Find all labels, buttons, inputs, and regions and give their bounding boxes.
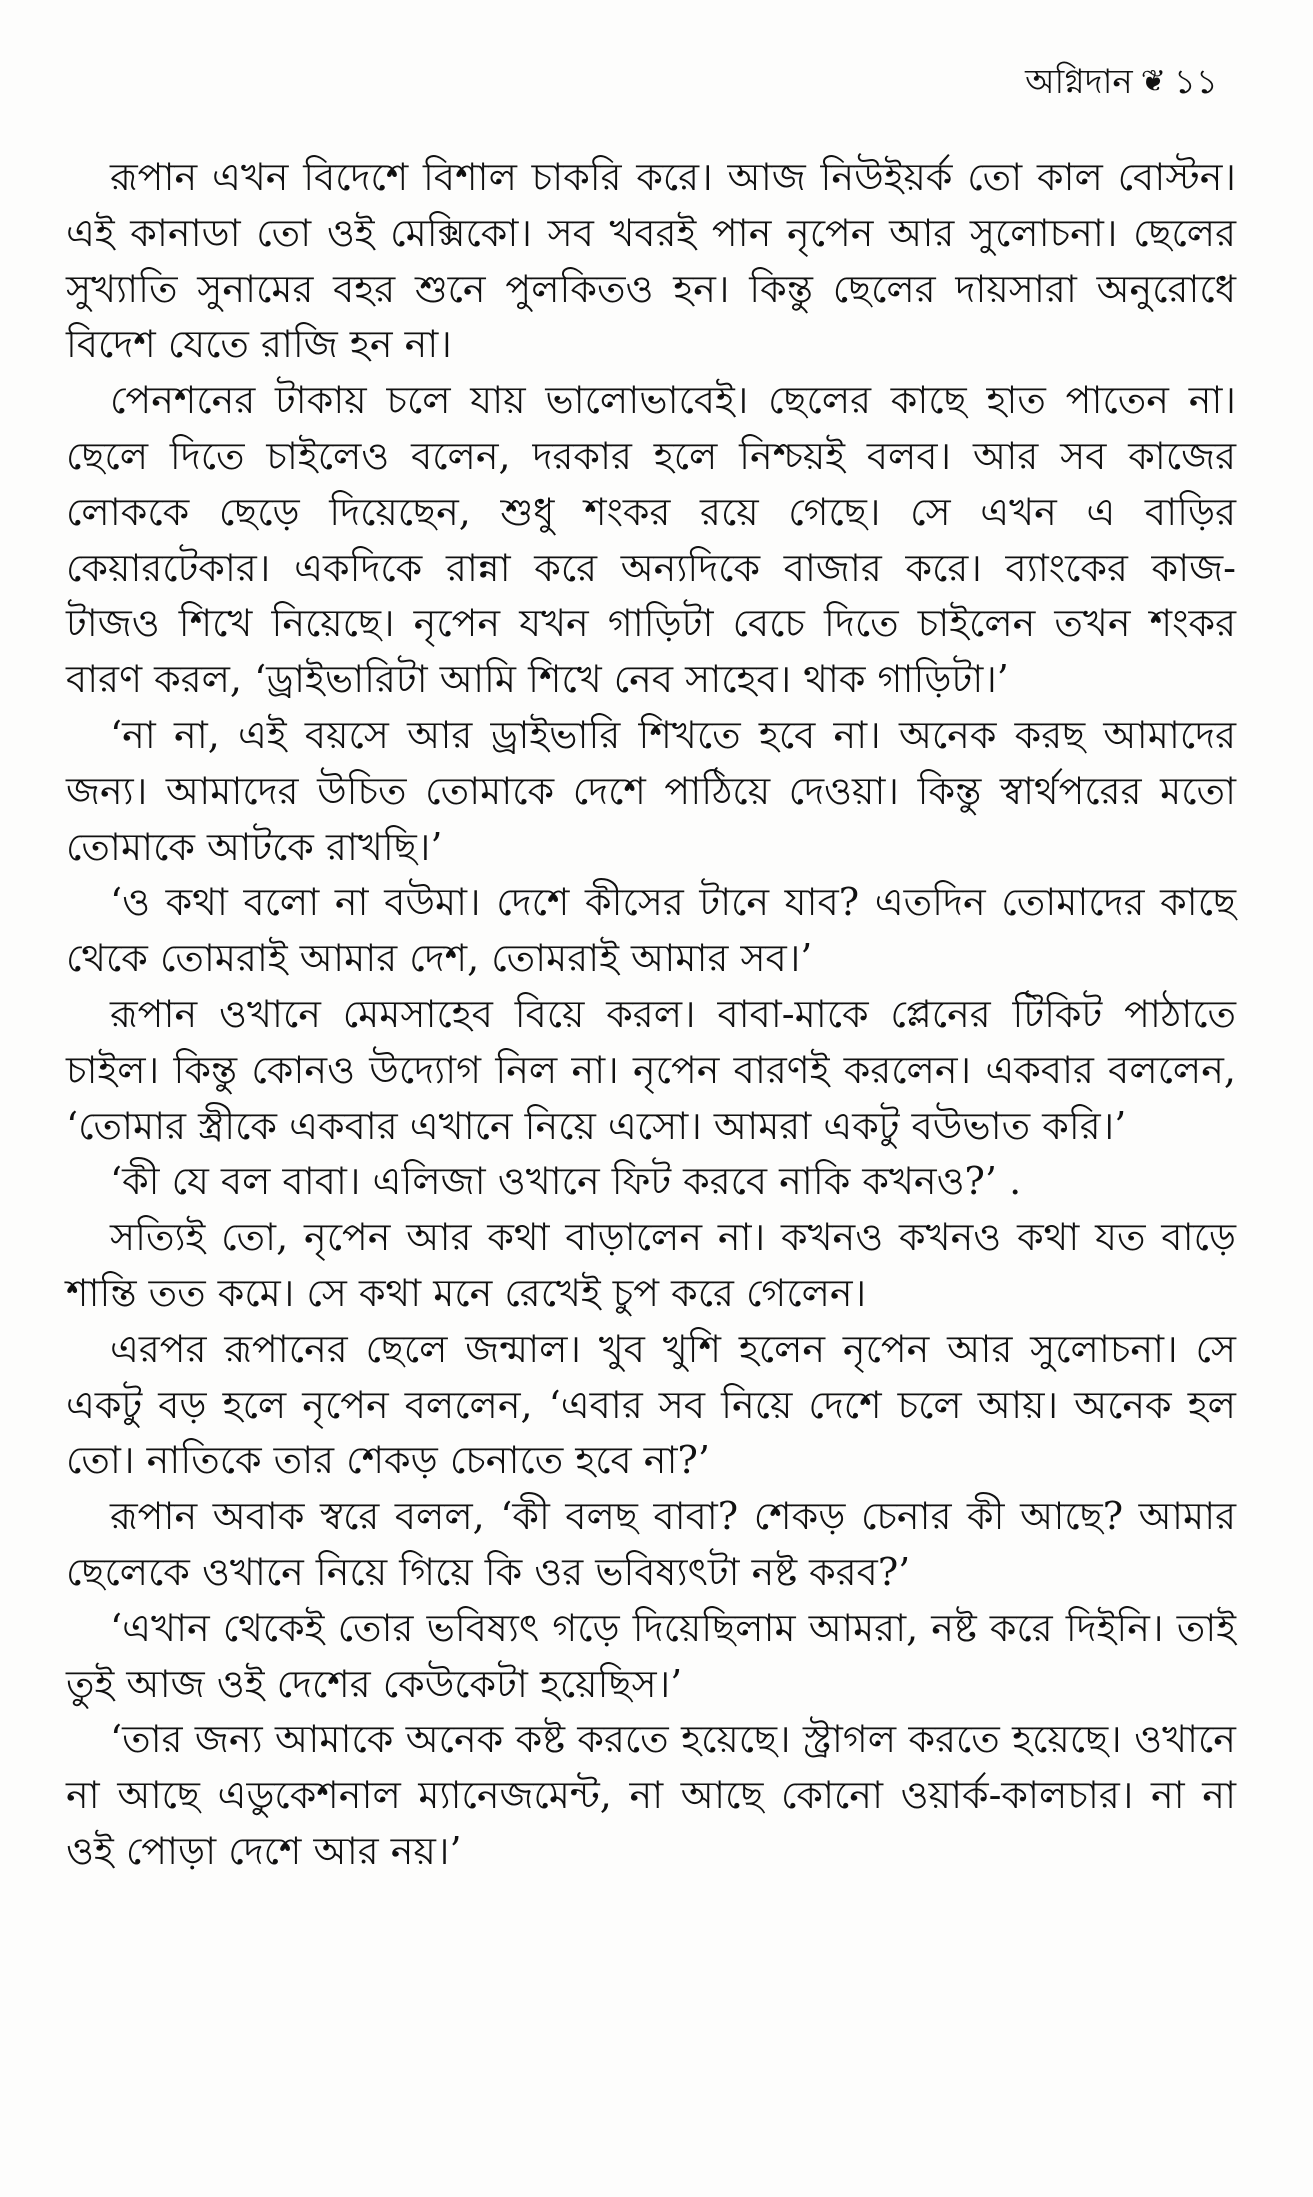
running-title: অগ্নিদান [1025,62,1133,102]
paragraph: ‘ও কথা বলো না বউমা। দেশে কীসের টানে যাব? এতদিন তোমাদের কাছে থেকে তোমরাই আমার দেশ, তোমরাই আমার সব।’ [66,880,1236,981]
paragraph: ‘তার জন্য আমাকে অনেক কষ্ট করতে হয়েছে। স্ট্রাগল করতে হয়েছে। ওখানে না আছে এডুকেশনাল ম্যানেজমেন্ট, না আছে কোনো ওয়ার্ক-কালচার। না না ওই পোড়া দেশে আর নয়।’ [66,1717,1236,1873]
paragraph: ‘কী যে বল বাবা। এলিজা ওখানে ফিট করবে নাকি কখনও?’ . [110,1159,1022,1204]
paragraph: রূপান এখন বিদেশে বিশাল চাকরি করে। আজ নিউইয়র্ক তো কাল বোস্টন। এই কানাডা তো ওই মেক্সিকো। সব খবরই পান নৃপেন আর সুলোচনা। ছেলের সুখ্যাতি সুনামের বহর শুনে পুলকিতও হন। কিন্তু ছেলের দায়সারা অনুরোধে বিদেশ যেতে রাজি হন না। [66,155,1236,367]
paragraph: ‘এখান থেকেই তোর ভবিষ্যৎ গড়ে দিয়েছিলাম আমরা, নষ্ট করে দিইনি। তাই তুই আজ ওই দেশের কেউকেটা হয়েছিস।’ [66,1605,1236,1706]
page-body [66,150,1236,1880]
paragraph: সত্যিই তো, নৃপেন আর কথা বাড়ালেন না। কখনও কখনও কথা যত বাড়ে শান্তি তত কমে। সে কথা মনে রেখেই চুপ করে গেলেন। [66,1215,1236,1315]
paragraph: ‘না না, এই বয়সে আর ড্রাইভারি শিখতে হবে না। অনেক করছ আমাদের জন্য। আমাদের উচিত তোমাকে দেশে পাঠিয়ে দেওয়া। কিন্তু স্বার্থপরের মতো তোমাকে আটকে রাখছি।’ [66,712,1236,869]
paragraph: রূপান অবাক স্বরে বলল, ‘কী বলছ বাবা? শেকড় চেনার কী আছে? আমার ছেলেকে ওখানে নিয়ে গিয়ে কি ওর ভবিষ্যৎটা নষ্ট করব?’ [66,1494,1236,1594]
running-header [1025,60,1218,104]
page-number: ১১ [1173,62,1218,102]
paragraph: পেনশনের টাকায় চলে যায় ভালোভাবেই। ছেলের কাছে হাত পাতেন না। ছেলে দিতে চাইলেও বলেন, দরকার হলে নিশ্চয়ই বলব। আর সব কাজের লোককে ছেড়ে দিয়েছেন, শুধু শংকর রয়ে গেছে। সে এখন এ বাড়ির কেয়ারটেকার। একদিকে রান্না করে অন্যদিকে বাজার করে। ব্যাংকের কাজ-টাজও শিখে নিয়েছে। নৃপেন যখন গাড়িটা বেচে দিতে চাইলেন তখন শংকর বারণ করল, ‘ড্রাইভারিটা আমি শিখে নেব সাহেব। থাক গাড়িটা।’ [66,378,1236,702]
paragraph: রূপান ওখানে মেমসাহেব বিয়ে করল। বাবা-মাকে প্লেনের টিকিট পাঠাতে চাইল। কিন্তু কোনও উদ্যোগ নিল না। নৃপেন বারণই করলেন। একবার বললেন, ‘তোমার স্ত্রীকে একবার এখানে নিয়ে এসো। আমরা একটু বউভাত করি।’ [66,991,1236,1148]
paragraph: এরপর রূপানের ছেলে জন্মাল। খুব খুশি হলেন নৃপেন আর সুলোচনা। সে একটু বড় হলে নৃপেন বললেন, ‘এবার সব নিয়ে দেশে চলে আয়। অনেক হল তো। নাতিকে তার শেকড় চেনাতে হবে না?’ [66,1326,1236,1483]
leaf-ornament-icon: ❦ [1140,64,1166,99]
